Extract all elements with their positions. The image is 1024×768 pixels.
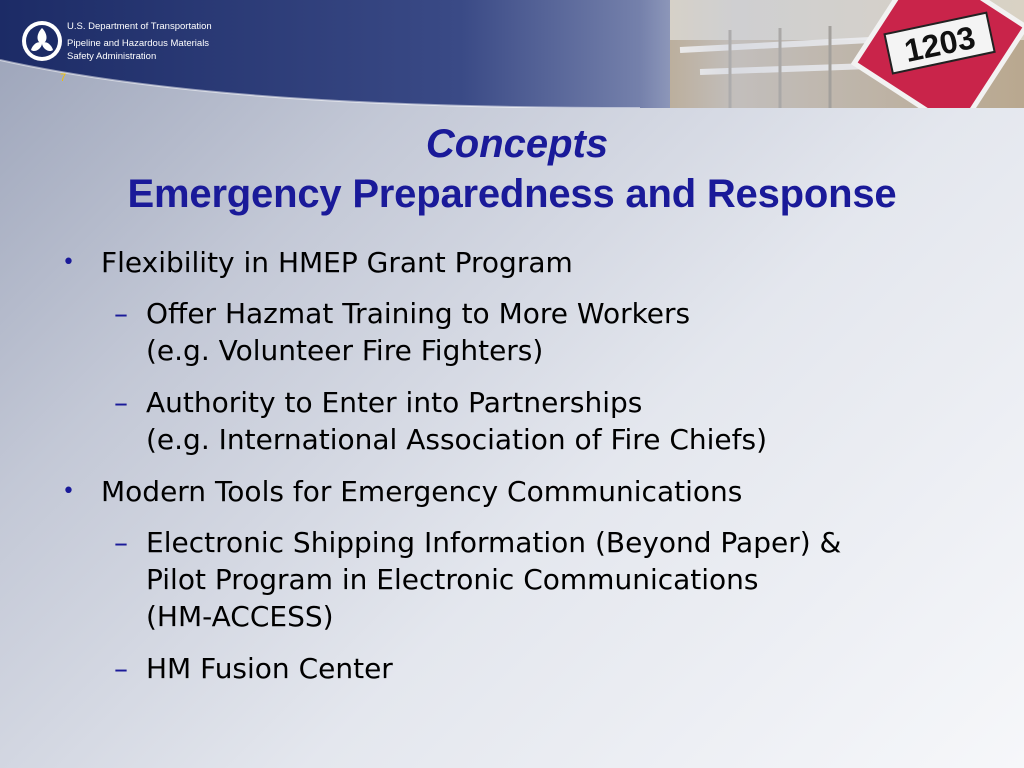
sub-bullet-line: Authority to Enter into Partnerships [146, 386, 643, 419]
header-band [0, 0, 1024, 108]
sub-bullet-line: Pilot Program in Electronic Communications [146, 563, 759, 596]
title-line-2: Emergency Preparedness and Response [127, 172, 897, 216]
dash-icon: – [114, 386, 128, 419]
sub-bullet-item [58, 650, 978, 687]
agency-line-3: Safety Administration [67, 51, 157, 62]
sub-bullet-line: HM Fusion Center [146, 652, 393, 685]
sub-bullet-line: (HM-ACCESS) [146, 600, 334, 633]
bullet-dot-icon: • [62, 250, 75, 275]
bullet-dot-icon: • [62, 479, 75, 504]
hazmat-placard-photo [640, 0, 1024, 108]
slide-number: 7 [60, 72, 67, 84]
agency-line-1: U.S. Department of Transportation [67, 21, 212, 32]
dash-icon: – [114, 526, 128, 559]
agency-name [67, 20, 212, 63]
slide-title [0, 120, 1024, 220]
sub-bullet-line: Electronic Shipping Information (Beyond Paper) & [146, 526, 842, 559]
dot-logo-icon [21, 20, 63, 62]
sub-bullet-item [58, 295, 978, 369]
bullet-text: Flexibility in HMEP Grant Program [101, 246, 573, 279]
dash-icon: – [114, 297, 128, 330]
dash-icon: – [114, 652, 128, 685]
agency-line-2: Pipeline and Hazardous Materials [67, 38, 210, 49]
sub-bullet-item [58, 384, 978, 458]
bullet-list [58, 244, 978, 702]
title-line-1: Concepts [425, 122, 609, 166]
bullet-item [58, 473, 978, 510]
sub-bullet-line: (e.g. Volunteer Fire Fighters) [146, 334, 544, 367]
placard-number: 1203 [901, 19, 979, 70]
bullet-text: Modern Tools for Emergency Communications [101, 475, 743, 508]
bullet-item [58, 244, 978, 281]
sub-bullet-item [58, 524, 978, 635]
sub-bullet-line: (e.g. International Association of Fire Chiefs) [146, 423, 767, 456]
sub-bullet-line: Offer Hazmat Training to More Workers [146, 297, 691, 330]
